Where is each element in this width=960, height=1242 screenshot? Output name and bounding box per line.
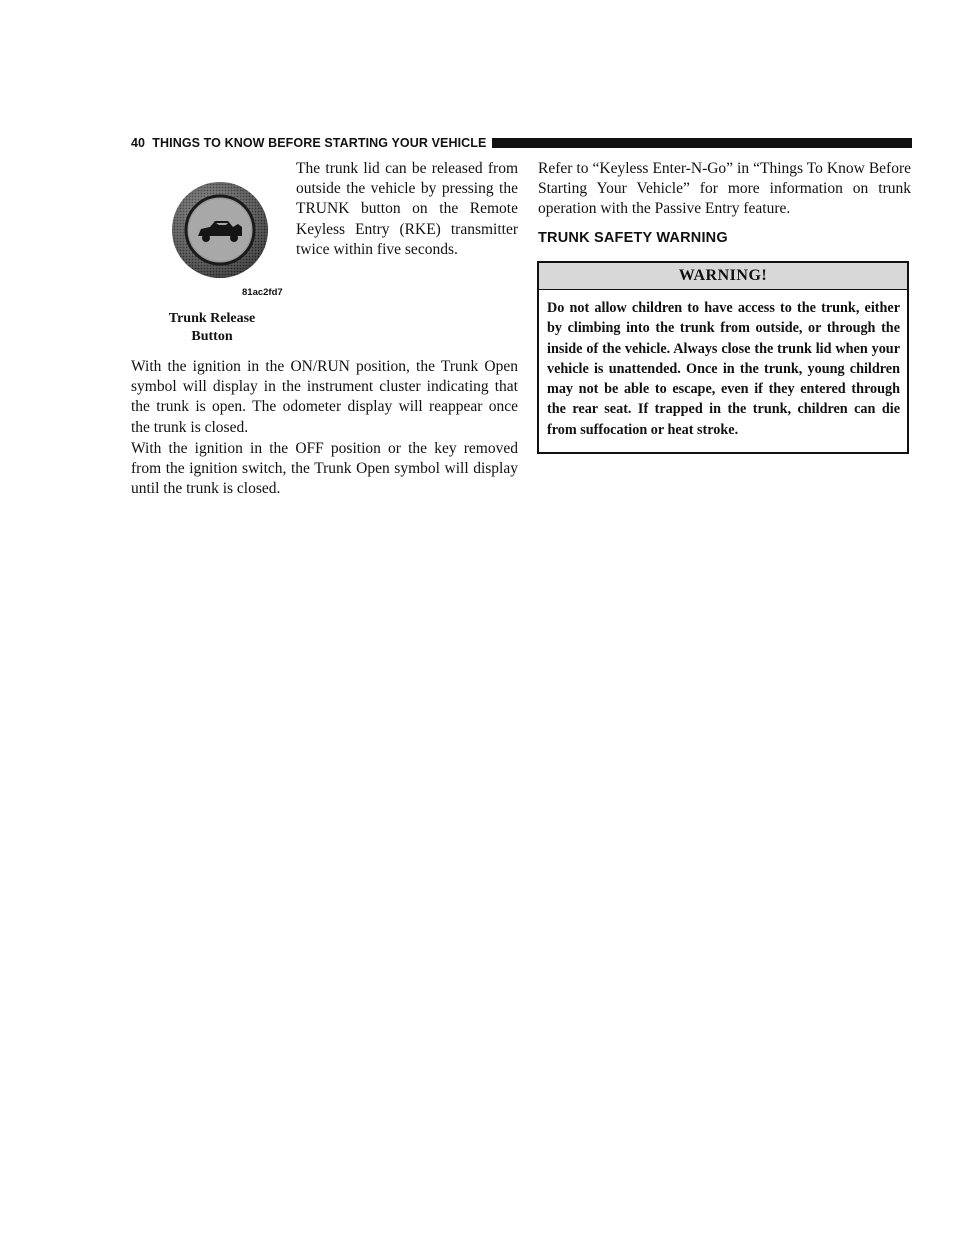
warning-body: Do not allow children to have access to the trunk, either by climbing into the trunk from outside, or through the inside of the vehicle. Always close the trunk lid when your vehicle is unattended. Once in the trunk, young children may not be able to escape, even if they entered through the rear seat. If trapped in the trunk, children can die from suffocation or heat stroke.	[547, 300, 900, 438]
trunk-open-on-paragraph: With the ignition in the ON/RUN position, the Trunk Open symbol will display in the instrument cluster indicating that the trunk is open. The odometer display will reappear once the trunk is closed.	[131, 358, 518, 436]
figure-caption-line-2: Button	[191, 329, 233, 344]
figure-caption	[152, 310, 272, 346]
trunk-release-button-icon	[170, 180, 270, 280]
warning-title: WARNING!	[539, 263, 907, 290]
keyless-reference-paragraph: Refer to “Keyless Enter-N-Go” in “Things To Know Before Starting Your Vehicle” for more information on trunk operation with the Passive Entry feature.	[538, 160, 911, 218]
section-title: THINGS TO KNOW BEFORE STARTING YOUR VEHICLE	[152, 136, 487, 150]
header-text	[131, 136, 492, 150]
section-heading: TRUNK SAFETY WARNING	[538, 230, 728, 246]
page-number: 40	[131, 136, 146, 150]
page-header	[131, 135, 912, 153]
intro-paragraph: The trunk lid can be released from outside the vehicle by pressing the TRUNK button on the Remote Keyless Entry (RKE) transmitter twice within five seconds.	[296, 160, 518, 258]
trunk-open-off-paragraph: With the ignition in the OFF position or the key removed from the ignition switch, the Trunk Open symbol will display until the trunk is closed.	[131, 440, 518, 498]
warning-box	[537, 261, 909, 454]
figure-image-code: 81ac2fd7	[242, 287, 283, 298]
figure-caption-line-1: Trunk Release	[168, 311, 256, 326]
